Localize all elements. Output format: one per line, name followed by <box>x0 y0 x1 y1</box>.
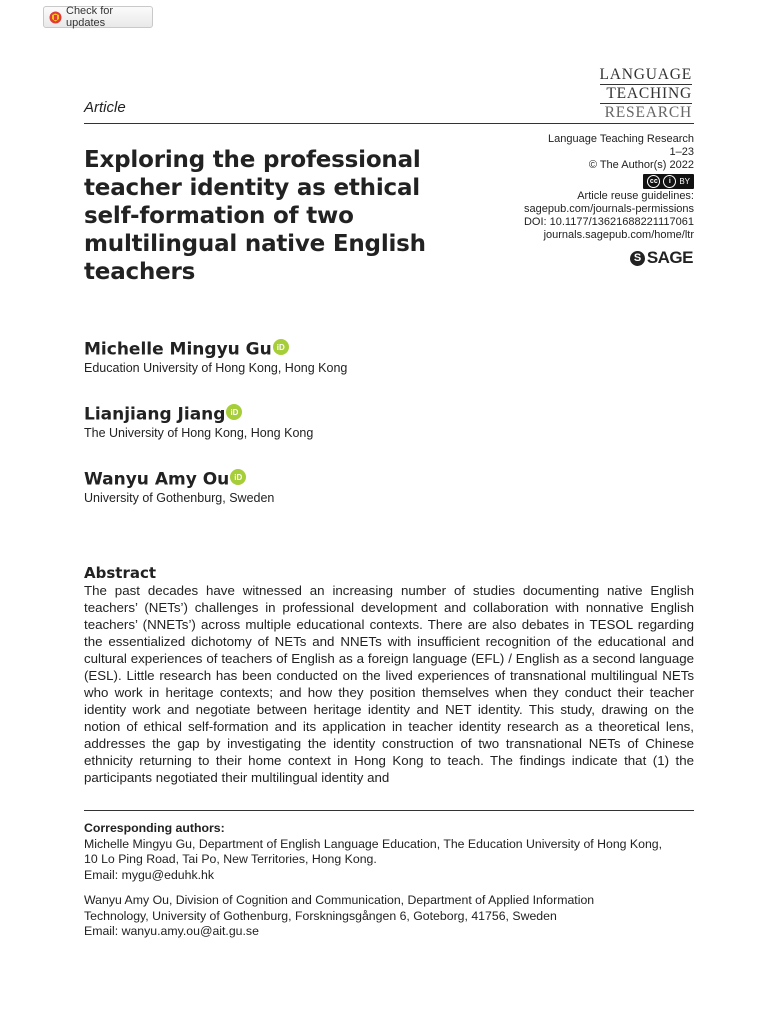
crossmark-icon <box>49 11 62 24</box>
journal-logo <box>600 66 693 121</box>
orcid-icon[interactable]: iD <box>226 404 242 420</box>
doi[interactable]: DOI: 10.1177/13621688221117061 <box>523 216 694 228</box>
corresponding-address: Michelle Mingyu Gu, Department of English Language Education, The Education University of Hong Kong, <box>84 836 663 851</box>
attribution-icon: i <box>663 175 676 188</box>
check-for-updates-button[interactable] <box>43 6 153 28</box>
page-range: 1–23 <box>669 146 694 158</box>
orcid-icon[interactable]: iD <box>230 469 246 485</box>
sage-icon: S <box>630 251 645 266</box>
author-name: Michelle Mingyu Gu iD <box>84 339 289 360</box>
journal-name: Language Teaching Research <box>548 133 694 145</box>
corresponding-email[interactable]: Email: mygu@eduhk.hk <box>84 867 215 882</box>
publisher-logo <box>630 248 693 268</box>
corresponding-address: Wanyu Amy Ou, Division of Cognition and Communication, Department of Applied Information <box>84 893 595 907</box>
corresponding-email[interactable]: Email: wanyu.amy.ou@ait.gu.se <box>84 924 259 938</box>
copyright: © The Author(s) 2022 <box>588 159 694 171</box>
footer-divider <box>84 810 694 811</box>
abstract-heading: Abstract <box>84 564 157 582</box>
journal-logo-line1: LANGUAGE <box>599 66 692 83</box>
publisher-name: SAGE <box>646 248 693 267</box>
author-affiliation: The University of Hong Kong, Hong Kong <box>84 426 314 440</box>
corresponding-authors <box>84 821 694 940</box>
corresponding-heading: Corresponding authors: <box>84 821 225 835</box>
corresponding-address: Technology, University of Gothenburg, Forskningsgången 6, Goteborg, 41756, Sweden <box>84 908 557 923</box>
author-name: Wanyu Amy Ou iD <box>84 469 246 490</box>
reuse-label: Article reuse guidelines: <box>577 190 694 202</box>
creative-commons-icon: cc <box>647 175 660 188</box>
journal-home-link[interactable]: journals.sagepub.com/home/ltr <box>543 229 694 241</box>
journal-logo-line2: TEACHING <box>606 85 692 102</box>
article-type-label: Article <box>84 99 126 116</box>
author-affiliation: Education University of Hong Kong, Hong Kong <box>84 361 348 375</box>
license-label: BY <box>679 177 690 186</box>
check-for-updates-label: Check for updates <box>66 5 114 29</box>
cc-license-badge[interactable] <box>643 174 694 189</box>
publication-meta <box>524 133 694 242</box>
author-name: Lianjiang Jiang iD <box>84 404 242 425</box>
header-divider <box>84 123 694 124</box>
reuse-link[interactable]: sagepub.com/journals-permissions <box>524 203 694 215</box>
author-affiliation: University of Gothenburg, Sweden <box>84 491 275 505</box>
corresponding-address: 10 Lo Ping Road, Tai Po, New Territories, Hong Kong. <box>84 852 377 866</box>
orcid-icon[interactable]: iD <box>273 339 289 355</box>
article-title: Exploring the professional teacher identity as ethical self-formation of two multilingual native English teachers <box>84 147 426 285</box>
journal-logo-line3: RESEARCH <box>604 104 692 121</box>
abstract-text: The past decades have witnessed an increasing number of studies documenting native English teachers’ (NETs’) challenges in professional development and collaboration with nonnative English teachers’ (NNETs’) across multiple educational contexts. There are also debates in TESOL regarding the essentialized dichotomy of NETs and NNETs with insufficient recognition of the educational and cultural experiences of teachers of English as a foreign language (EFL) / English as a second language (ESL). Little research has been conducted on the lived experiences of transnational multilingual NETs who work in heritage contexts; and how they position themselves when they conduct their teacher identity work and negotiate between heritage identity and NET identity. This study, drawing on the notion of ethical self-formation and its application in teacher identity research as a theoretical lens, addresses the gap by investigating the identity construction of two transnational NETs of Chinese ethnicity returning to their home context in Hong Kong to teach. The findings indicate that (1) the participants negotiated their multilingual identity and <box>84 583 694 785</box>
